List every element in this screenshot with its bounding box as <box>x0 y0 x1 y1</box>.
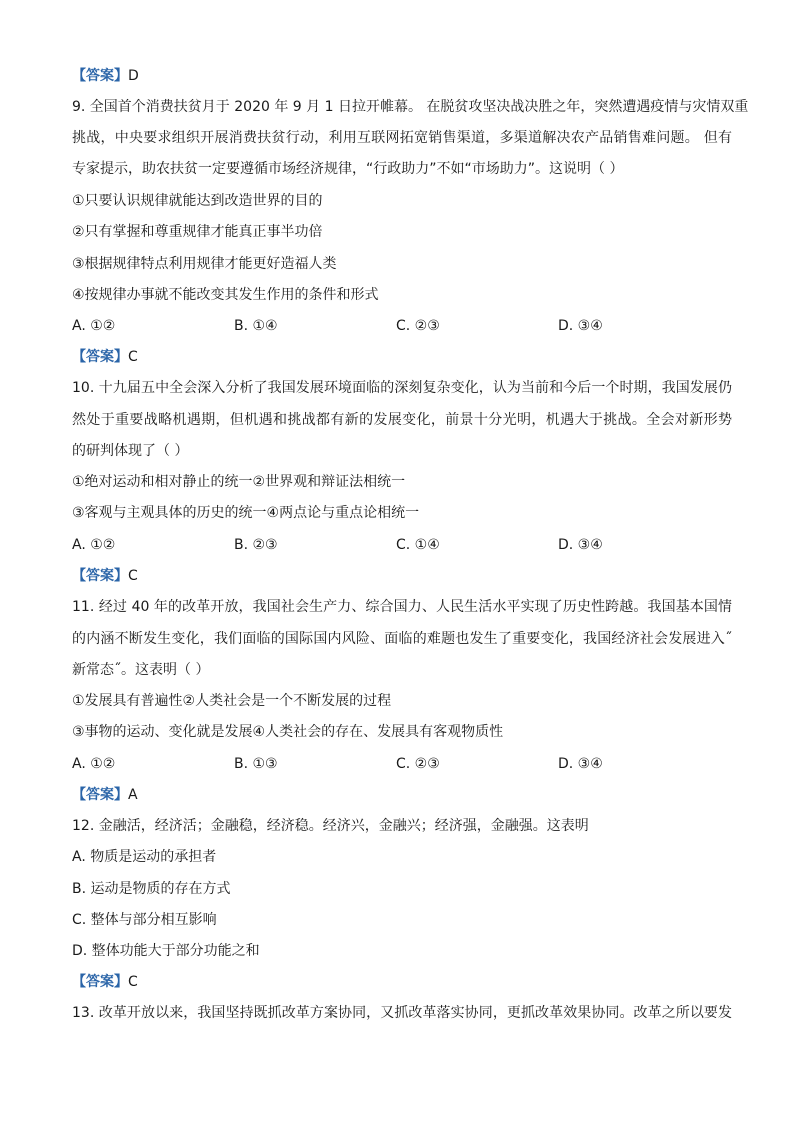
question-9-option-b: B. ①④ <box>234 318 278 334</box>
question-10-option-c: C. ①④ <box>396 537 440 553</box>
question-9-option-c: C. ②③ <box>396 318 440 334</box>
question-12-choice-b: B. 运动是物质的存在方式 <box>72 881 231 897</box>
question-10-option-d: D. ③④ <box>558 537 603 553</box>
question-10-text-line-3: 的研判体现了（ ） <box>72 443 189 459</box>
question-9-statement-1: ①只要认识规律就能达到改造世界的目的 <box>72 193 323 209</box>
question-12-text-line-1: 12. 金融活，经济活；金融稳，经济稳。经济兴，金融兴；经济强，金融强。这表明 <box>72 818 589 834</box>
question-11-option-b: B. ①③ <box>234 756 278 772</box>
answer-value: C <box>128 974 138 990</box>
question-9-text-line-2: 挑战，中央要求组织开展消费扶贫行动，利用互联网拓宽销售渠道，多渠道解决农产品销售难问题。 但有 <box>72 130 732 146</box>
question-10-text-line-1: 10. 十九届五中全会深入分析了我国发展环境面临的深刻复杂变化，认为当前和今后一个时期，我国发展仍 <box>72 380 732 396</box>
question-10-option-b: B. ②③ <box>234 537 278 553</box>
answer-value: C <box>128 568 138 584</box>
answer-value: C <box>128 349 138 365</box>
question-10-option-a: A. ①② <box>72 537 116 553</box>
question-9-option-d: D. ③④ <box>558 318 603 334</box>
answer-row <box>72 972 732 992</box>
question-10-statement-1: ①绝对运动和相对静止的统一②世界观和辩证法相统一 <box>72 474 406 490</box>
question-9-statement-3: ③根据规律特点利用规律才能更好造福人类 <box>72 256 337 272</box>
question-9-option-a: A. ①② <box>72 318 116 334</box>
question-9-statement-2: ②只有掌握和尊重规律才能真正事半功倍 <box>72 224 323 240</box>
question-12-choice-c: C. 整体与部分相互影响 <box>72 912 217 928</box>
question-9-statement-4: ④按规律办事就不能改变其发生作用的条件和形式 <box>72 287 379 303</box>
question-10-text-line-2: 然处于重要战略机遇期，但机遇和挑战都有新的发展变化，前景十分光明，机遇大于挑战。全会对新形势 <box>72 412 732 428</box>
answer-row <box>72 785 732 805</box>
answer-label: 【答案】 <box>72 349 128 365</box>
answer-label: 【答案】 <box>72 974 128 990</box>
answer-row <box>72 66 732 86</box>
answer-label: 【答案】 <box>72 568 128 584</box>
question-11-text-line-2: 的内涵不断发生变化，我们面临的国际国内风险、面临的难题也发生了重要变化，我国经济社会发展进入˝ <box>72 631 732 647</box>
question-11-text-line-3: 新常态˝。这表明（ ） <box>72 662 210 678</box>
question-11-option-c: C. ②③ <box>396 756 440 772</box>
question-11-text-line-1: 11. 经过 40 年的改革开放，我国社会生产力、综合国力、人民生活水平实现了历史性跨越。我国基本国情 <box>72 599 732 615</box>
question-9-text-line-3: 专家提示，助农扶贫一定要遵循市场经济规律，“行政助力”不如“市场助力”。这说明（ ） <box>72 161 624 177</box>
question-12-choice-d: D. 整体功能大于部分功能之和 <box>72 943 260 959</box>
answer-label: 【答案】 <box>72 787 128 803</box>
question-9-text-line-1: 9. 全国首个消费扶贫月于 2020 年 9 月 1 日拉开帷幕。 在脱贫攻坚决战决胜之年，突然遭遇疫情与灾情双重 <box>72 99 749 115</box>
question-11-statement-1: ①发展具有普遍性②人类社会是一个不断发展的过程 <box>72 693 392 709</box>
answer-value: D <box>128 68 139 84</box>
question-13-text-line-1: 13. 改革开放以来，我国坚持既抓改革方案协同，又抓改革落实协同，更抓改革效果协同。改革之所以要发 <box>72 1005 732 1021</box>
question-11-option-a: A. ①② <box>72 756 116 772</box>
question-12-choice-a: A. 物质是运动的承担者 <box>72 849 217 865</box>
answer-label: 【答案】 <box>72 68 128 84</box>
question-11-option-d: D. ③④ <box>558 756 603 772</box>
answer-row <box>72 566 732 586</box>
answer-row <box>72 347 732 367</box>
question-11-statement-2: ③事物的运动、变化就是发展④人类社会的存在、发展具有客观物质性 <box>72 724 504 740</box>
answer-value: A <box>128 787 138 803</box>
question-10-statement-2: ③客观与主观具体的历史的统一④两点论与重点论相统一 <box>72 505 420 521</box>
